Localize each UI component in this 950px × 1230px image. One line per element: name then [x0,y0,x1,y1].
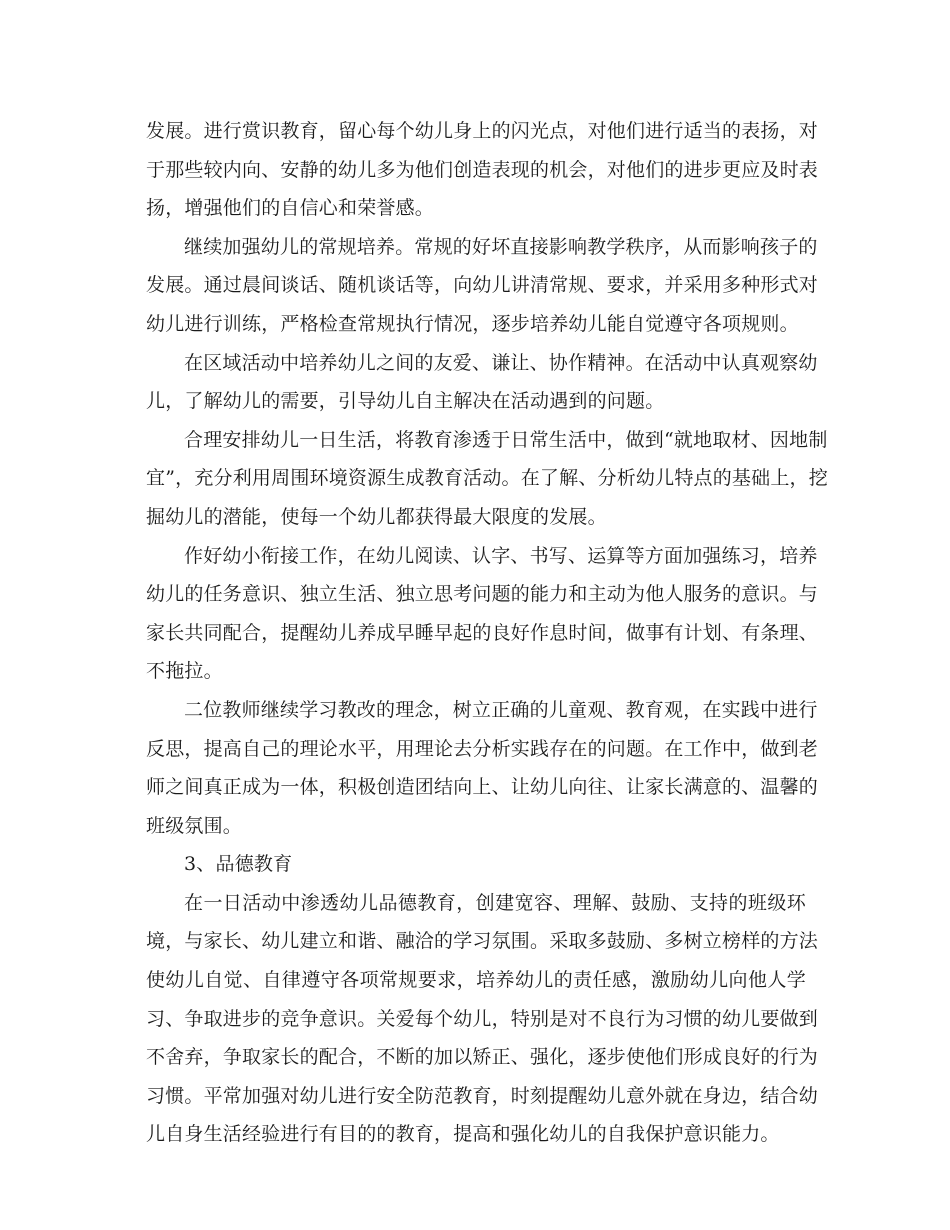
text-line: 在区域活动中培养幼儿之间的友爱、谦让、协作精神。在活动中认真观察幼 [184,351,818,374]
text-line: 不舍弃，争取家长的配合，不断的加以矫正、强化，逐步使他们形成良好的行为 [146,1046,819,1069]
text-line: 3、品德教育 [184,853,293,876]
text-line: 宜”，充分利用周围环境资源生成教育活动。在了解、分析幼儿特点的基础上，挖 [146,467,828,490]
text-line: 继续加强幼儿的常规培养。常规的好坏直接影响教学秩序，从而影响孩子的 [184,235,818,258]
text-line: 掘幼儿的潜能，使每一个幼儿都获得最大限度的发展。 [146,505,607,528]
text-line: 作好幼小衔接工作，在幼儿阅读、认字、书写、运算等方面加强练习，培养 [184,544,818,567]
text-line: 发展。进行赏识教育，留心每个幼儿身上的闪光点，对他们进行适当的表扬，对 [146,120,819,142]
text-line: 境，与家长、幼儿建立和谐、融洽的学习氛围。采取多鼓励、多树立榜样的方法 [146,930,819,953]
text-line: 习、争取进步的竞争意识。关爱每个幼儿，特别是对不良行为习惯的幼儿要做到 [146,1007,819,1030]
text-line: 使幼儿自觉、自律遵守各项常规要求，培养幼儿的责任感，激励幼儿向他人学 [146,969,806,992]
text-line: 儿自身生活经验进行有目的的教育，提高和强化幼儿的自我保护意识能力。 [146,1123,780,1146]
text-line: 幼儿的任务意识、独立生活、独立思考问题的能力和主动为他人服务的意识。与 [146,583,819,606]
text-line: 不拖拉。 [146,660,223,683]
text-line: 发展。通过晨间谈话、随机谈话等，向幼儿讲清常规、要求，并采用多种形式对 [146,274,819,297]
text-line: 班级氛围。 [146,814,243,837]
text-line: 儿，了解幼儿的需要，引导幼儿自主解决在活动遇到的问题。 [146,390,665,413]
document-body-text [146,112,828,1154]
text-line: 扬，增强他们的自信心和荣誉感。 [146,197,435,220]
text-line: 师之间真正成为一体，积极创造团结向上、让幼儿向往、让家长满意的、温馨的 [146,776,819,799]
text-line: 合理安排幼儿一日生活，将教育渗透于日常生活中，做到“就地取材、因地制 [184,428,828,451]
text-line: 习惯。平常加强对幼儿进行安全防范教育，时刻提醒幼儿意外就在身边，结合幼 [146,1084,819,1107]
text-line: 在一日活动中渗透幼儿品德教育，创建宽容、理解、鼓励、支持的班级环 [184,891,806,914]
text-line: 家长共同配合，提醒幼儿养成早睡早起的良好作息时间，做事有计划、有条理、 [146,621,819,644]
text-line: 二位教师继续学习教改的理念，树立正确的儿童观、教育观，在实践中进行 [184,698,818,721]
text-line: 反思，提高自己的理论水平，用理论去分析实践存在的问题。在工作中，做到老 [146,737,819,760]
text-line: 于那些较内向、安静的幼儿多为他们创造表现的机会，对他们的进步更应及时表 [146,158,819,181]
text-line: 幼儿进行训练，严格检查常规执行情况，逐步培养幼儿能自觉遵守各项规则。 [146,312,799,335]
